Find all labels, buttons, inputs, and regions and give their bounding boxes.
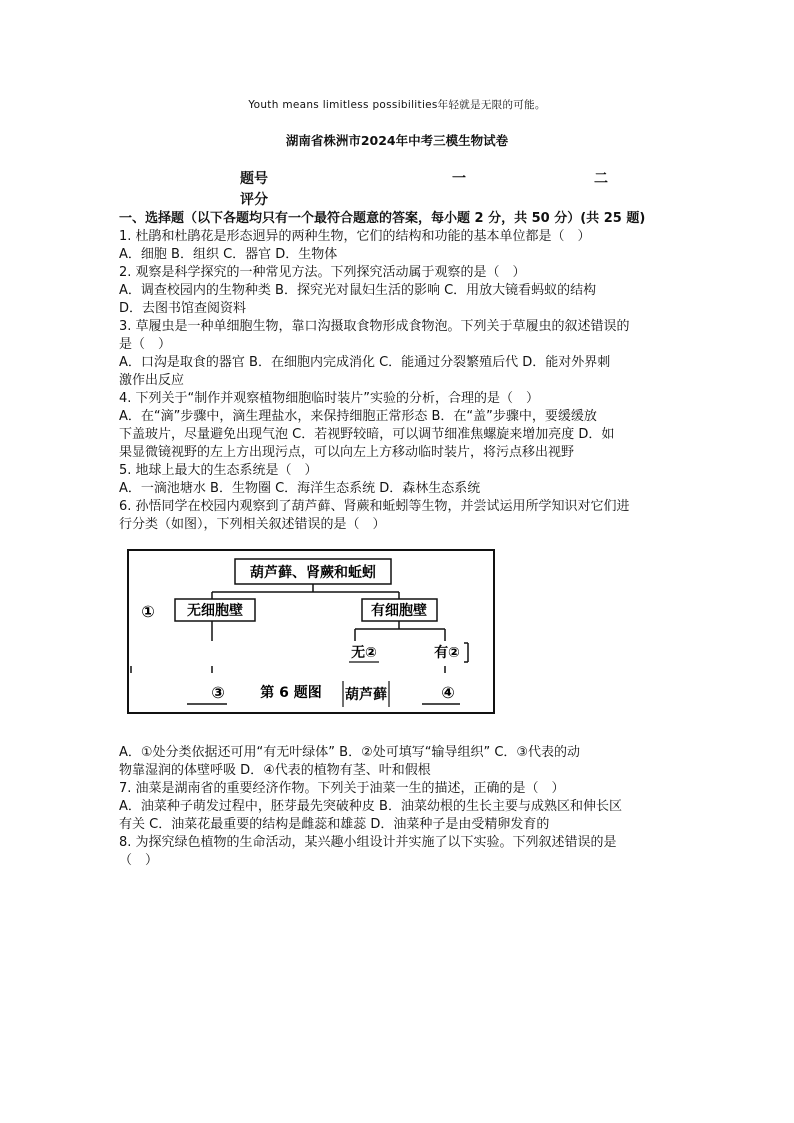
- question-line: 激作出反应: [119, 373, 185, 388]
- fig-no-2: 无②: [351, 645, 377, 661]
- fig-circle-1: ①: [141, 602, 155, 621]
- section-heading: 一、选择题（以下各题均只有一个最符合题意的答案，每小题 2 分，共 50 分）(共 25 题): [119, 211, 646, 226]
- question-line: 1. 杜鹃和杜鹃花是形态迥异的两种生物，它们的结构和功能的基本单位都是（ ）: [119, 229, 591, 244]
- question-line: A．细胞 B．组织 C．器官 D．生物体: [119, 247, 338, 262]
- question-line: A．油菜种子萌发过程中，胚芽最先突破种皮 B．油菜幼根的生长主要与成熟区和伸长区: [119, 799, 622, 814]
- score-label-number: 题号: [240, 171, 268, 187]
- score-col-2: 二: [594, 171, 608, 187]
- fig-left-node: 无细胞壁: [187, 603, 243, 619]
- question-line: 是（ ）: [119, 337, 172, 352]
- question-line: 5. 地球上最大的生态系统是（ ）: [119, 463, 318, 478]
- question-line: A．调查校园内的生物种类 B．探究光对鼠妇生活的影响 C．用放大镜看蚂蚁的结构: [119, 283, 597, 298]
- questions-part-2: [119, 744, 679, 870]
- fig-moss: 葫芦藓: [345, 687, 387, 703]
- question-line: 果显微镜视野的左上方出现污点，可以向左上方移动临时装片，将污点移出视野: [119, 445, 575, 460]
- classification-figure: [127, 549, 499, 723]
- question-line: A．①处分类依据还可用“有无叶绿体” B．②处可填写“输导组织” C．③代表的动: [119, 745, 581, 760]
- question-line: 物靠湿润的体壁呼吸 D．④代表的植物有茎、叶和假根: [119, 763, 431, 778]
- question-line: 7. 油菜是湖南省的重要经济作物。下列关于油菜一生的描述，正确的是（ ）: [119, 781, 565, 796]
- question-line: A．口沟是取食的器官 B．在细胞内完成消化 C．能通过分裂繁殖后代 D．能对外界刺: [119, 355, 611, 370]
- question-line: A．一滴池塘水 B．生物圈 C．海洋生态系统 D．森林生态系统: [119, 481, 481, 496]
- fig-yes-2: 有②: [434, 645, 460, 661]
- fig-circle-3: ③: [211, 683, 225, 702]
- question-line: 下盖玻片，尽量避免出现气泡 C．若视野较暗，可以调节细准焦螺旋来增加亮度 D．如: [119, 427, 615, 442]
- question-line: 2. 观察是科学探究的一种常见方法。下列探究活动属于观察的是（ ）: [119, 265, 526, 280]
- question-line: 3. 草履虫是一种单细胞生物，靠口沟摄取食物形成食物泡。下列关于草履虫的叙述错误的: [119, 319, 630, 334]
- questions-part-1: [119, 228, 679, 534]
- fig-caption: 第 6 题图: [260, 685, 322, 701]
- question-line: 行分类（如图），下列相关叙述错误的是（ ）: [119, 517, 386, 532]
- page-title: 湖南省株洲市2024年中考三模生物试卷: [285, 133, 509, 148]
- question-line: 6. 孙悟同学在校园内观察到了葫芦藓、肾蕨和蚯蚓等生物，并尝试运用所学知识对它们进: [119, 499, 630, 514]
- fig-circle-4: ④: [441, 683, 455, 702]
- fig-root-label: 葫芦藓、肾蕨和蚯蚓: [250, 565, 376, 581]
- question-line: 有关 C．油菜花最重要的结构是雌蕊和雄蕊 D．油菜种子是由受精卵发育的: [119, 817, 550, 832]
- question-line: 8. 为探究绿色植物的生命活动，某兴趣小组设计并实施了以下实验。下列叙述错误的是: [119, 835, 617, 850]
- motto: Youth means limitless possibilities年轻就是无限的可能。: [248, 99, 546, 111]
- score-label-score: 评分: [240, 192, 268, 208]
- fig-right-node: 有细胞壁: [371, 603, 427, 619]
- question-content: [119, 210, 679, 870]
- question-line: （ ）: [119, 853, 159, 868]
- score-col-1: 一: [452, 171, 466, 187]
- question-line: D．去图书馆查阅资料: [119, 301, 247, 316]
- question-line: A．在“滴”步骤中，滴生理盐水，来保持细胞正常形态 B．在“盖”步骤中，要缓缓放: [119, 409, 597, 424]
- question-line: 4. 下列关于“制作并观察植物细胞临时装片”实验的分析，合理的是（ ）: [119, 391, 540, 406]
